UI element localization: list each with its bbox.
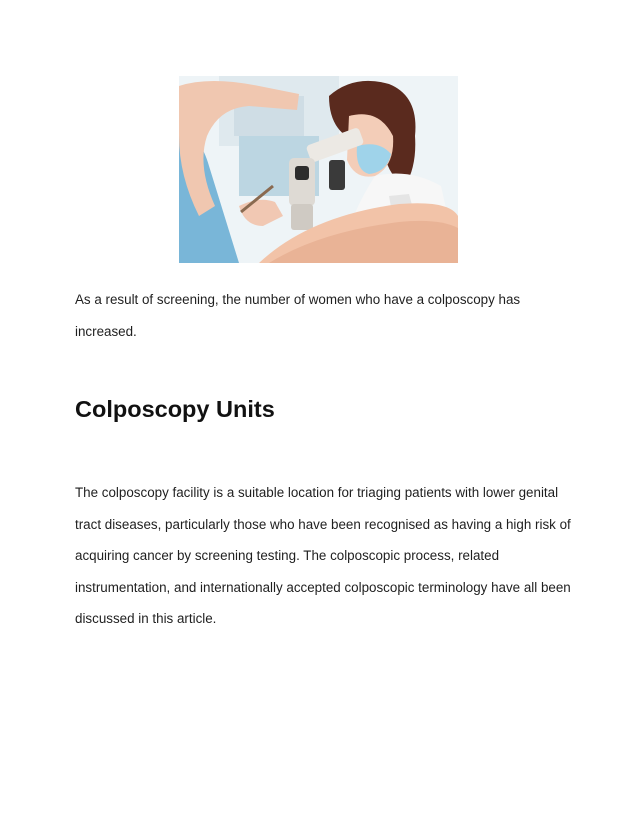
body-paragraph: The colposcopy facility is a suitable location for triaging patients with lower genital tract diseases, particularly those who have been recognised as having a high risk of acquiring cancer by screening testing. The colposcopic process, related instrumentation, and internationally accepted colposcopic terminology have all been discussed in this article. (75, 485, 571, 626)
intro-paragraph: As a result of screening, the number of women who have a colposcopy has increased. (75, 292, 521, 339)
colposcopy-photo (179, 76, 458, 263)
section-heading: Colposcopy Units (75, 396, 275, 422)
